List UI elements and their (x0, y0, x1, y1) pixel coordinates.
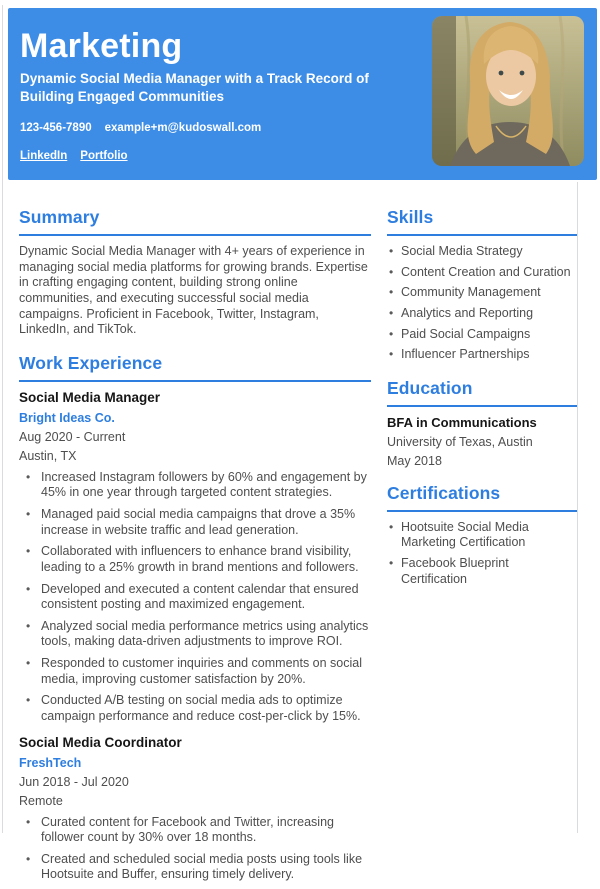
education-heading: Education (387, 378, 577, 407)
summary-text: Dynamic Social Media Manager with 4+ years of experience in managing social media platforms for growing brands. Expertise in crafting engaging content, building strong online communities, and executing successful social media campaigns. Proficient in Facebook, Twitter, Instagram, LinkedIn, and TikTok. (19, 244, 368, 337)
job-entry (19, 390, 371, 725)
job-title: Social Media Manager (19, 389, 161, 405)
summary-section (19, 207, 371, 338)
header-link[interactable]: LinkedIn (20, 150, 68, 163)
job-entry (19, 735, 371, 884)
job-location: Remote (19, 793, 63, 808)
job-list (19, 390, 371, 883)
profile-photo-placeholder (432, 16, 584, 166)
job-company: Bright Ideas Co. (19, 410, 115, 425)
job-bullet: • Managed paid social media campaigns that drove a 35% increase in website traffic and lead generation. (19, 507, 371, 538)
education-school: University of Texas, Austin (387, 434, 533, 449)
resume-header (8, 8, 597, 180)
education-degree: BFA in Communications (387, 414, 537, 430)
education-section (387, 378, 577, 468)
skills-section (387, 207, 577, 363)
job-title: Social Media Coordinator (19, 734, 182, 750)
job-bullet: • Analyzed social media performance metrics using analytics tools, making data-driven adjustments to improve ROI. (19, 619, 371, 650)
work-experience-section (19, 353, 371, 883)
job-dates: Jun 2018 - Jul 2020 (19, 774, 129, 789)
skills-list (387, 244, 577, 363)
profile-photo (432, 16, 584, 166)
job-location: Austin, TX (19, 448, 77, 463)
work-experience-heading: Work Experience (19, 353, 371, 382)
skills-heading: Skills (387, 207, 577, 236)
skill-item: • Social Media Strategy (387, 244, 577, 260)
summary-heading: Summary (19, 207, 371, 236)
left-column (19, 207, 371, 889)
certification-item: • Hootsuite Social Media Marketing Certification (387, 520, 577, 551)
job-bullet: • Created and scheduled social media posts using tools like Hootsuite and Buffer, ensuring timely delivery. (19, 852, 371, 883)
skill-item: • Paid Social Campaigns (387, 327, 577, 343)
job-bullet: • Responded to customer inquiries and comments on social media, improving customer satisfaction by 20%. (19, 656, 371, 687)
job-bullet: • Developed and executed a content calendar that ensured consistent posting and maximized engagement. (19, 582, 371, 613)
job-company: FreshTech (19, 755, 82, 770)
email-address: example+m@kudoswall.com (104, 122, 262, 135)
certifications-list (387, 520, 577, 588)
job-bullet: • Increased Instagram followers by 60% and engagement by 45% in one year through targeted content strategies. (19, 470, 371, 501)
resume-body (19, 180, 577, 889)
skill-item: • Content Creation and Curation (387, 265, 577, 281)
certifications-section (387, 483, 577, 588)
job-dates: Aug 2020 - Current (19, 429, 126, 444)
resume-name: Marketing (20, 27, 183, 65)
job-bullet-list (19, 470, 371, 725)
page-right-edge (577, 182, 578, 833)
skill-item: • Community Management (387, 285, 577, 301)
job-bullet-list (19, 815, 371, 884)
job-bullet: • Conducted A/B testing on social media ads to optimize campaign performance and reduce cost-per-click by 15%. (19, 693, 371, 724)
skill-item: • Influencer Partnerships (387, 347, 577, 363)
right-column (387, 207, 577, 889)
phone-number: 123-456-7890 (20, 122, 92, 135)
page-left-edge (2, 5, 3, 833)
certifications-heading: Certifications (387, 483, 577, 512)
resume-tagline: Dynamic Social Media Manager with a Track Record of Building Engaged Communities (20, 70, 369, 104)
education-date: May 2018 (387, 453, 442, 468)
certification-item: • Facebook Blueprint Certification (387, 556, 577, 587)
job-bullet: • Collaborated with influencers to enhance brand visibility, leading to a 25% growth in brand mentions and followers. (19, 544, 371, 575)
header-link[interactable]: Portfolio (80, 150, 128, 163)
job-bullet: • Curated content for Facebook and Twitter, increasing follower count by 30% over 18 months. (19, 815, 371, 846)
skill-item: • Analytics and Reporting (387, 306, 577, 322)
